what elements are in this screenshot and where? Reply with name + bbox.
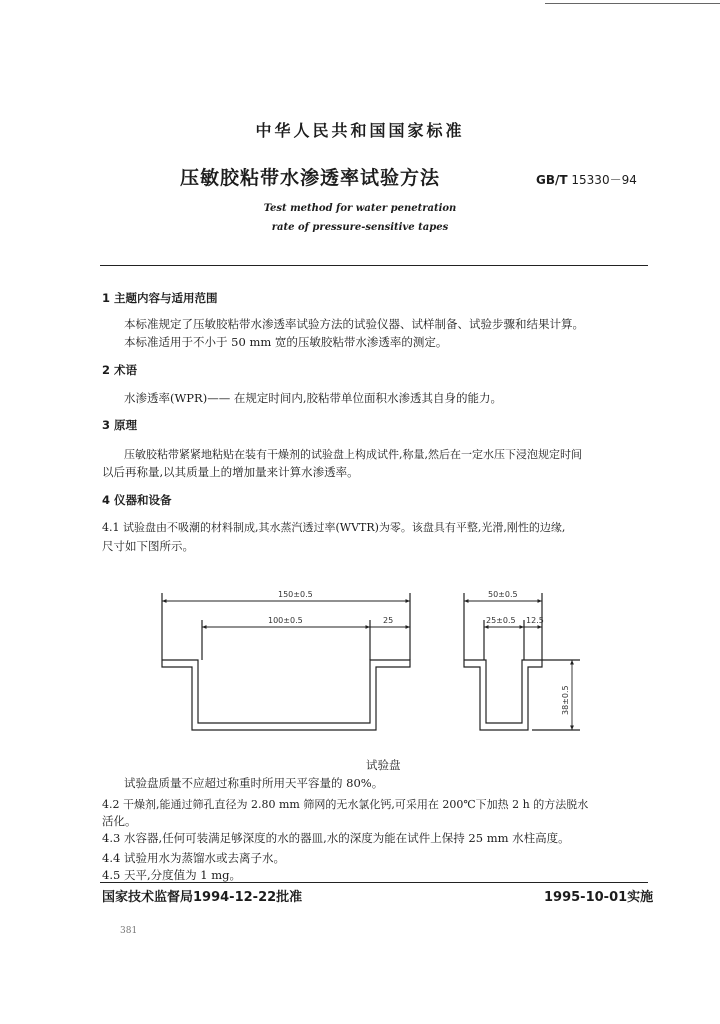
test-dish-drawing (150, 585, 590, 755)
english-title-line-1: Test method for water penetration (263, 203, 457, 214)
section-2-heading: 2 术语 (102, 363, 138, 377)
dim-flange: 25 (383, 616, 394, 625)
dim-inner-width: 100±0.5 (268, 616, 303, 625)
clause-4-2-line-1: 4.2 干燥剂,能通过筛孔直径为 2.80 mm 筛网的无水氯化钙,可采用在 200℃下加热 2 h 的方法脱水 (102, 798, 589, 811)
section-4-heading: 4 仪器和设备 (102, 493, 172, 507)
clause-4-4: 4.4 试验用水为蒸馏水或去离子水。 (102, 851, 285, 865)
section-1-paragraph-2: 本标准适用于不小于 50 mm 宽的压敏胶粘带水渗透率的测定。 (124, 335, 448, 349)
clause-4-1-line-2: 尺寸如下图所示。 (102, 539, 194, 553)
english-title-line-2: rate of pressure-sensitive tapes (271, 222, 449, 233)
standard-code-prefix: GB/T (536, 173, 568, 187)
section-1-paragraph-1: 本标准规定了压敏胶粘带水渗透率试验方法的试验仪器、试样制备、试验步骤和结果计算。 (124, 317, 584, 331)
section-3-paragraph-line-1: 压敏胶粘带紧紧地粘贴在装有干燥剂的试验盘上构成试件,称量,然后在一定水压下浸泡规定时间 (124, 448, 582, 461)
dim-side-inner: 25±0.5 (486, 616, 516, 625)
clause-4-2-line-2: 活化。 (102, 814, 137, 828)
dim-depth: 38±0.5 (561, 685, 570, 715)
header-rule (100, 265, 648, 266)
section-3-heading: 3 原理 (102, 418, 138, 432)
effective-date: 1995-10-01实施 (544, 890, 654, 905)
standard-org-header: 中华人民共和国国家标准 (255, 121, 465, 140)
dim-side-flange: 12.5 (526, 616, 544, 625)
dim-outer-width: 150±0.5 (278, 590, 313, 599)
section-3-paragraph-line-2: 以后再称量,以其质量上的增加量来计算水渗透率。 (102, 465, 359, 479)
standard-code-number: 15330－94 (571, 173, 637, 187)
figure-caption: 试验盘 (366, 758, 401, 772)
dim-side-outer: 50±0.5 (488, 590, 518, 599)
document-title: 压敏胶粘带水渗透率试验方法 (180, 167, 441, 189)
clause-4-3: 4.3 水容器,任何可装满足够深度的水的器皿,水的深度为能在试件上保持 25 mm 水柱高度。 (102, 831, 570, 845)
standard-code (536, 171, 637, 188)
clause-4-1-note: 试验盘质量不应超过称重时所用天平容量的 80%。 (124, 776, 384, 790)
approval-date: 国家技术监督局1994-12-22批准 (102, 890, 303, 905)
section-1-heading: 1 主题内容与适用范围 (102, 291, 218, 305)
clause-4-1-line-1: 4.1 试验盘由不吸潮的材料制成,其水蒸汽透过率(WVTR)为零。该盘具有平整,光滑,刚性的边缘, (102, 521, 566, 534)
page-number: 381 (120, 926, 138, 936)
clause-4-5: 4.5 天平,分度值为 1 mg。 (102, 868, 241, 882)
footer-rule (100, 882, 648, 883)
section-2-paragraph: 水渗透率(WPR)—— 在规定时间内,胶粘带单位面积水渗透其自身的能力。 (124, 391, 502, 405)
top-edge-line (545, 3, 720, 4)
